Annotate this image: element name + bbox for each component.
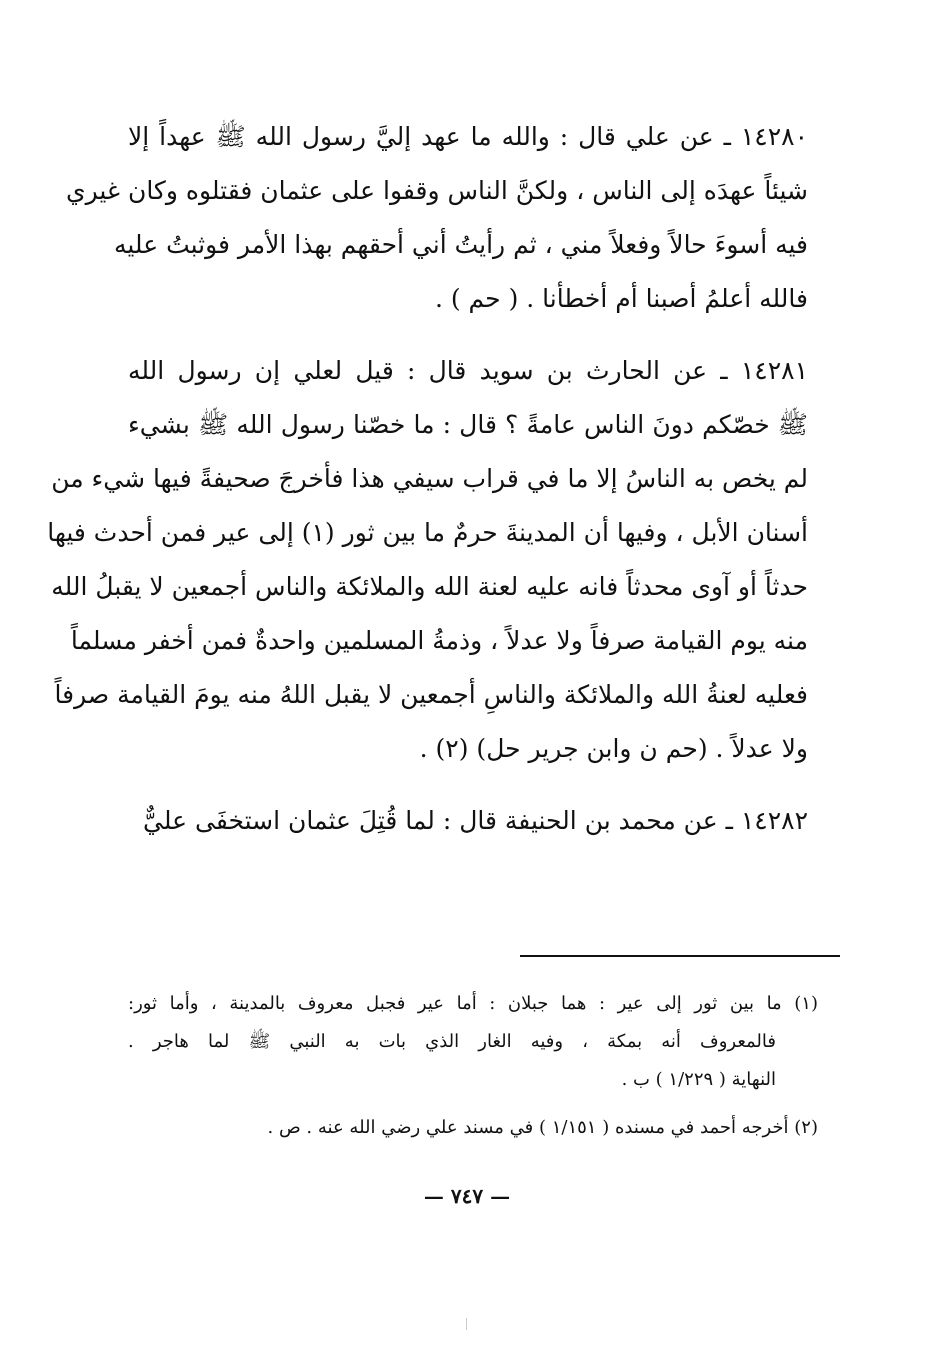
text-line: ﷺ خصّكم دونَ الناس عامةً ؟ قال : ما خصّنا رسول الله ﷺ بشيء bbox=[128, 410, 808, 439]
text-line: فالله أعلمُ أصبنا أم أخطأنا . ( حم ) . bbox=[434, 284, 808, 313]
hadith-14280 bbox=[66, 110, 808, 326]
footnote-2 bbox=[128, 1109, 818, 1147]
scan-mark bbox=[466, 1318, 467, 1330]
footnote-line: فالمعروف أنه بمكة ، وفيه الغار الذي بات به النبي ﷺ لما هاجر . bbox=[128, 1031, 776, 1052]
text-line: فعليه لعنةُ الله والملائكة والناسِ أجمعين لا يقبل اللهُ منه يومَ القيامة صرفاً bbox=[54, 680, 808, 709]
footnote-line: النهاية ( ١/٢٢٩ ) ب . bbox=[621, 1069, 776, 1090]
hadith-14281 bbox=[47, 344, 808, 776]
main-text bbox=[47, 110, 808, 866]
footnote-1 bbox=[128, 985, 818, 1099]
text-line: منه يوم القيامة صرفاً ولا عدلاً ، وذمةُ المسلمين واحدةٌ فمن أخفر مسلماً bbox=[70, 626, 808, 655]
text-line: ولا عدلاً . (حم ن وابن جرير حل) (٢) . bbox=[419, 734, 808, 763]
text-line: ١٤٢٨٢ ـ عن محمد بن الحنيفة قال : لما قُتِلَ عثمان استخفَى عليٌّ bbox=[143, 806, 808, 835]
text-line: حدثاً أو آوى محدثاً فانه عليه لعنة الله والملائكة والناس أجمعين لا يقبلُ الله bbox=[51, 572, 808, 601]
text-line: شيئاً عهدَه إلى الناس ، ولكنَّ الناس وقفوا على عثمان فقتلوه وكان غيري bbox=[66, 176, 808, 205]
footnote-line: (٢) أخرجه أحمد في مسنده ( ١/١٥١ ) في مسند علي رضي الله عنه . ص . bbox=[267, 1117, 818, 1138]
footnote-line: (١) ما بين ثور إلى عير : هما جبلان : أما عير فجبل معروف بالمدينة ، وأما ثور: bbox=[128, 993, 818, 1014]
hadith-14282 bbox=[128, 794, 808, 848]
text-line: أسنان الأبل ، وفيها أن المدينةَ حرمٌ ما بين ثور (١) إلى عير فمن أحدث فيها bbox=[47, 518, 808, 547]
text-line: ١٤٢٨٠ ـ عن علي قال : والله ما عهد إليَّ رسول الله ﷺ عهداً إلا bbox=[128, 122, 808, 151]
footnotes bbox=[128, 985, 818, 1157]
footnote-separator bbox=[520, 955, 840, 957]
text-line: لم يخص به الناسُ إلا ما في قراب سيفي هذا فأخرجَ صحيفةً فيها شيء من bbox=[51, 464, 808, 493]
text-line: فيه أسوءَ حالاً وفعلاً مني ، ثم رأيتُ أني أحقهم بهذا الأمر فوثبتُ عليه bbox=[113, 230, 808, 259]
text-line: ١٤٢٨١ ـ عن الحارث بن سويد قال : قيل لعلي إن رسول الله bbox=[128, 356, 808, 385]
page-number: — ٧٤٧ — bbox=[423, 1184, 511, 1208]
